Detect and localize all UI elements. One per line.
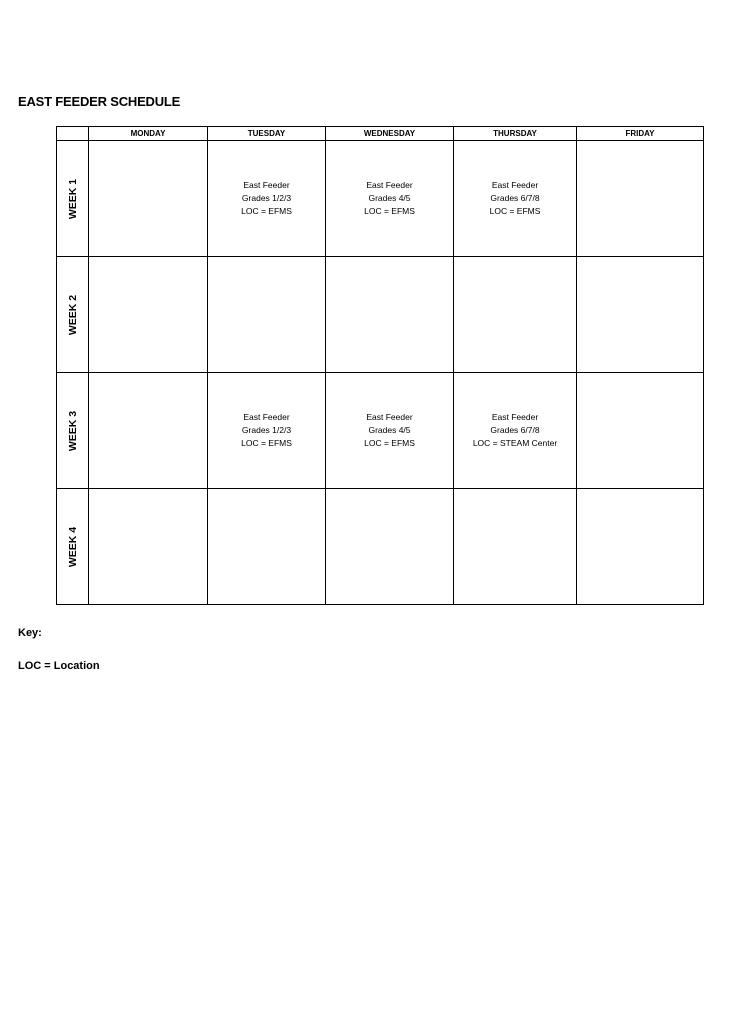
day-header-wednesday: WEDNESDAY <box>326 127 454 141</box>
cell-text-line: LOC = EFMS <box>241 206 292 216</box>
cell-text-line: East Feeder <box>366 412 413 422</box>
cell-text-line: LOC = EFMS <box>364 206 415 216</box>
key-definition: LOC = Location <box>18 660 100 672</box>
week-label-cell <box>57 489 89 605</box>
cell-text-line: Grades 4/5 <box>368 425 411 435</box>
schedule-cell-monday <box>89 257 208 373</box>
page-title: EAST FEEDER SCHEDULE <box>18 94 181 109</box>
schedule-cell-tuesday <box>208 257 326 373</box>
schedule-cell-monday <box>89 141 208 257</box>
schedule-cell-tuesday <box>208 141 326 257</box>
schedule-cell-thursday <box>454 257 577 373</box>
week-label-cell <box>57 373 89 489</box>
schedule-cell-wednesday <box>326 257 454 373</box>
week-label: WEEK 1 <box>66 178 79 219</box>
schedule-cell-thursday <box>454 489 577 605</box>
week-row <box>57 489 704 605</box>
schedule-cell-friday <box>577 373 704 489</box>
schedule-cell-thursday <box>454 373 577 489</box>
week-label-cell <box>57 141 89 257</box>
schedule-table <box>56 126 704 605</box>
week-row <box>57 257 704 373</box>
header-row <box>57 127 704 141</box>
day-header-tuesday: TUESDAY <box>208 127 326 141</box>
schedule-cell-monday <box>89 489 208 605</box>
schedule-cell-friday <box>577 141 704 257</box>
cell-text-line: Grades 6/7/8 <box>490 193 540 203</box>
cell-text-line: LOC = EFMS <box>241 438 292 448</box>
cell-text-line: East Feeder <box>243 412 290 422</box>
cell-text-line: LOC = EFMS <box>489 206 541 216</box>
cell-text-line: Grades 4/5 <box>368 193 411 203</box>
cell-text-line: Grades 1/2/3 <box>241 425 292 435</box>
day-header-monday: MONDAY <box>89 127 208 141</box>
week-label: WEEK 4 <box>66 526 79 567</box>
week-label: WEEK 2 <box>66 294 79 335</box>
schedule-cell-tuesday <box>208 489 326 605</box>
corner-cell <box>57 127 89 141</box>
schedule-cell-wednesday <box>326 373 454 489</box>
week-label-cell <box>57 257 89 373</box>
cell-text-line: Grades 6/7/8 <box>490 425 540 435</box>
cell-text-line: LOC = STEAM Center <box>472 438 558 448</box>
day-header-friday: FRIDAY <box>577 127 704 141</box>
schedule-cell-monday <box>89 373 208 489</box>
week-row <box>57 141 704 257</box>
schedule-cell-friday <box>577 489 704 605</box>
cell-text-line: East Feeder <box>491 412 539 422</box>
cell-text-line: East Feeder <box>243 180 290 190</box>
cell-text-line: LOC = EFMS <box>364 438 415 448</box>
week-label: WEEK 3 <box>66 410 79 451</box>
cell-text-line: East Feeder <box>366 180 413 190</box>
cell-text-line: East Feeder <box>491 180 539 190</box>
schedule-cell-wednesday <box>326 141 454 257</box>
schedule-cell-thursday <box>454 141 577 257</box>
key-heading: Key: <box>18 627 42 639</box>
schedule-cell-wednesday <box>326 489 454 605</box>
day-header-thursday: THURSDAY <box>454 127 577 141</box>
schedule-cell-friday <box>577 257 704 373</box>
schedule-cell-tuesday <box>208 373 326 489</box>
cell-text-line: Grades 1/2/3 <box>241 193 292 203</box>
week-row <box>57 373 704 489</box>
